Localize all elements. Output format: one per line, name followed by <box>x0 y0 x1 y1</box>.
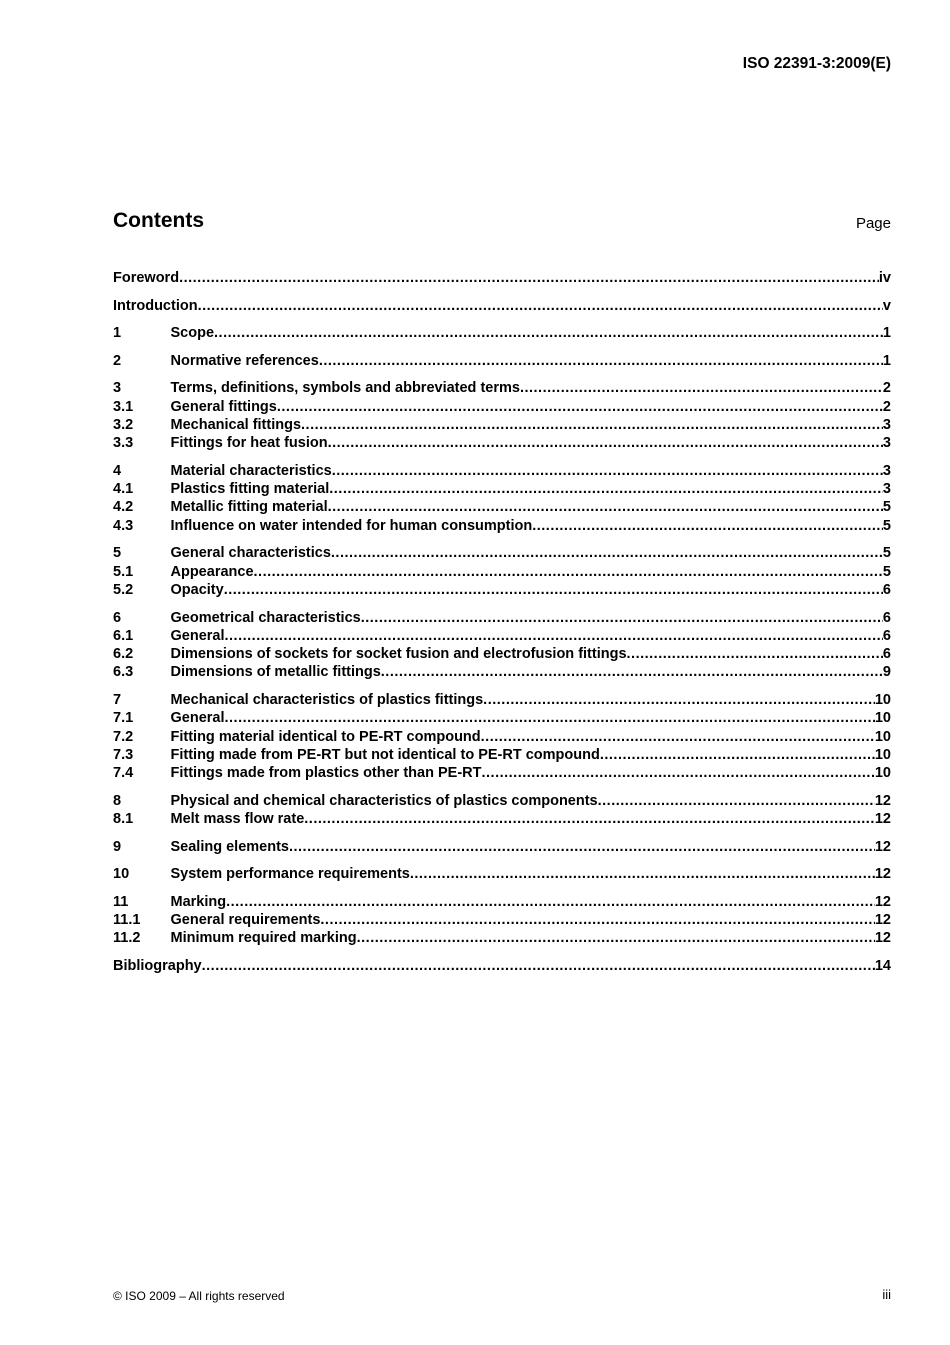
toc-entry-number: 4 <box>113 462 122 479</box>
toc-entry-title: Normative references <box>170 352 319 369</box>
toc-entry-page: 1 <box>882 325 891 342</box>
toc-entry[interactable] <box>113 929 891 947</box>
toc-group <box>113 838 891 856</box>
toc-entry-title: Fittings for heat fusion <box>170 435 328 452</box>
toc-dot-leader <box>214 324 883 342</box>
toc-entry-page: 10 <box>874 746 891 763</box>
toc-entry-title: Geometrical characteristics <box>170 609 361 626</box>
toc-dot-leader <box>381 663 883 681</box>
toc-entry-page: 10 <box>874 765 891 782</box>
toc-entry-number: 6.1 <box>113 627 134 644</box>
toc-entry[interactable] <box>113 324 891 342</box>
toc-group <box>113 379 891 452</box>
toc-entry-page: iv <box>878 270 891 286</box>
toc-entry-number: 3.1 <box>113 398 134 415</box>
toc-entry-title: General fittings <box>170 398 277 415</box>
toc-entry-number: 10 <box>113 866 130 883</box>
toc-dot-leader <box>328 498 883 516</box>
toc-entry-number: 11 <box>113 893 129 910</box>
toc-entry-page: 5 <box>882 563 891 580</box>
toc-entry[interactable] <box>113 792 891 810</box>
toc-entry-number: 3 <box>113 380 122 397</box>
toc-entry[interactable] <box>113 627 891 645</box>
toc-dot-leader <box>202 957 875 975</box>
toc-entry-page: 12 <box>874 912 891 929</box>
toc-entry-page: 3 <box>882 435 891 452</box>
toc-group <box>113 893 891 948</box>
toc-dot-leader <box>328 434 883 452</box>
toc-entry-number: 7.4 <box>113 765 134 782</box>
toc-entry-title: General <box>170 627 225 644</box>
toc-group <box>113 609 891 682</box>
toc-entry[interactable] <box>113 810 891 828</box>
toc-entry-page: 10 <box>874 728 891 745</box>
toc-dot-leader <box>320 911 874 929</box>
toc-entry-title: Fitting made from PE-RT but not identical to PE-RT compound <box>170 746 600 763</box>
toc-dot-leader <box>483 691 875 709</box>
toc-entry[interactable] <box>113 709 891 727</box>
toc-group <box>113 462 891 535</box>
toc-entry-number: 7.3 <box>113 746 134 763</box>
toc-entry-page: 12 <box>874 893 891 910</box>
toc-entry[interactable] <box>113 462 891 480</box>
toc-entry[interactable] <box>113 911 891 929</box>
toc-dot-leader <box>331 544 883 562</box>
toc-entry-title: Appearance <box>170 563 254 580</box>
toc-entry-number: 2 <box>113 352 122 369</box>
toc-entry-title: System performance requirements <box>170 866 410 883</box>
toc-entry-page: 12 <box>874 930 891 947</box>
toc-dot-leader <box>226 893 875 911</box>
document-id: ISO 22391-3:2009(E) <box>742 55 891 72</box>
toc-entry-number: 7.2 <box>113 728 134 745</box>
toc-entry[interactable] <box>113 416 891 434</box>
toc-dot-leader <box>179 269 879 287</box>
toc-group <box>113 324 891 342</box>
toc-entry[interactable] <box>113 746 891 764</box>
toc-dot-leader <box>332 462 883 480</box>
table-of-contents <box>113 269 891 985</box>
toc-dot-leader <box>627 645 883 663</box>
toc-dot-leader <box>301 416 883 434</box>
toc-entry-title: Mechanical characteristics of plastics fittings <box>170 692 484 709</box>
toc-entry[interactable] <box>113 609 891 627</box>
footer-copyright: © ISO 2009 – All rights reserved <box>113 1289 285 1303</box>
toc-entry-number: 8.1 <box>113 811 134 828</box>
toc-entry-title: Metallic fitting material <box>170 499 328 516</box>
toc-entry-page: 10 <box>874 710 891 727</box>
toc-entry-page: 12 <box>874 838 891 855</box>
toc-entry[interactable] <box>113 865 891 883</box>
toc-entry[interactable] <box>113 764 891 782</box>
toc-entry-title: Opacity <box>170 581 224 598</box>
toc-entry-page: 5 <box>882 545 891 562</box>
toc-entry[interactable] <box>113 563 891 581</box>
toc-entry-number: 11.2 <box>113 930 141 947</box>
toc-dot-leader <box>304 810 875 828</box>
toc-group <box>113 691 891 782</box>
toc-group <box>113 352 891 370</box>
toc-entry-page: 5 <box>882 499 891 516</box>
toc-entry-number: 6.3 <box>113 664 134 681</box>
toc-entry-number: 4.3 <box>113 517 134 534</box>
toc-entry-title: Melt mass flow rate <box>170 811 305 828</box>
footer-page-number: iii <box>882 1287 891 1302</box>
toc-entry[interactable] <box>113 893 891 911</box>
toc-entry[interactable] <box>113 434 891 452</box>
toc-group <box>113 865 891 883</box>
toc-entry-page: 6 <box>882 581 891 598</box>
toc-entry-page: 3 <box>882 416 891 433</box>
toc-entry-page: 14 <box>874 958 891 975</box>
toc-entry-page: 2 <box>882 398 891 415</box>
page-column-label: Page <box>855 215 891 232</box>
toc-dot-leader <box>600 746 875 764</box>
toc-dot-leader <box>225 627 883 645</box>
toc-entry-title: Physical and chemical characteristics of plastics components <box>170 792 598 809</box>
toc-group <box>113 297 891 315</box>
toc-entry-page: 9 <box>882 664 891 681</box>
toc-entry-title: Terms, definitions, symbols and abbreviated terms <box>170 380 520 397</box>
toc-entry-number: 5.2 <box>113 581 134 598</box>
toc-entry-number: 6.2 <box>113 646 134 663</box>
toc-entry-number: 4.1 <box>113 481 134 498</box>
toc-entry-title: Fitting material identical to PE-RT compound <box>170 728 481 745</box>
toc-entry-page: 3 <box>882 481 891 498</box>
toc-entry-number: 8 <box>113 792 122 809</box>
toc-entry-page: 6 <box>882 646 891 663</box>
toc-entry-title: Material characteristics <box>170 462 332 479</box>
toc-entry-title: Scope <box>170 325 215 342</box>
toc-entry-title: General characteristics <box>170 545 331 562</box>
toc-entry-title: Dimensions of metallic fittings <box>170 664 381 681</box>
toc-entry-title: Sealing elements <box>170 838 289 855</box>
toc-entry-title: Marking <box>170 893 227 910</box>
toc-entry[interactable] <box>113 297 891 315</box>
toc-entry[interactable] <box>113 957 891 975</box>
toc-dot-leader <box>329 480 883 498</box>
toc-entry-page: 6 <box>882 609 891 626</box>
toc-entry-number: 11.1 <box>113 912 141 929</box>
toc-dot-leader <box>254 563 883 581</box>
toc-dot-leader <box>357 929 875 947</box>
toc-entry-page: 12 <box>874 866 891 883</box>
toc-entry-page: 12 <box>874 811 891 828</box>
toc-entry-title: Minimum required marking <box>170 930 357 947</box>
toc-entry[interactable] <box>113 269 891 287</box>
toc-dot-leader <box>224 581 883 599</box>
toc-entry[interactable] <box>113 398 891 416</box>
toc-entry[interactable] <box>113 581 891 599</box>
toc-entry-number: 9 <box>113 838 122 855</box>
toc-dot-leader <box>225 709 875 727</box>
toc-entry-title: Bibliography <box>113 958 202 975</box>
toc-dot-leader <box>520 379 883 397</box>
toc-entry-page: 2 <box>882 380 891 397</box>
toc-entry[interactable] <box>113 544 891 562</box>
toc-dot-leader <box>532 517 883 535</box>
toc-entry-page: 1 <box>882 352 891 369</box>
toc-entry-number: 5.1 <box>113 563 134 580</box>
toc-entry-title: Mechanical fittings <box>170 416 302 433</box>
toc-entry-title: Plastics fitting material <box>170 481 330 498</box>
toc-entry-number: 5 <box>113 545 122 562</box>
toc-entry-page: v <box>882 297 891 314</box>
toc-entry-title: General requirements <box>170 912 321 929</box>
toc-entry-page: 6 <box>882 627 891 644</box>
toc-entry[interactable] <box>113 838 891 856</box>
toc-entry-page: 5 <box>882 517 891 534</box>
toc-entry-title: General <box>170 710 225 727</box>
toc-entry[interactable] <box>113 379 891 397</box>
toc-dot-leader <box>481 764 874 782</box>
toc-dot-leader <box>198 297 883 315</box>
toc-entry-number: 4.2 <box>113 499 134 516</box>
toc-entry[interactable] <box>113 645 891 663</box>
toc-entry[interactable] <box>113 517 891 535</box>
toc-group <box>113 957 891 975</box>
toc-entry[interactable] <box>113 480 891 498</box>
toc-dot-leader <box>361 609 883 627</box>
toc-entry[interactable] <box>113 352 891 370</box>
toc-group <box>113 792 891 829</box>
toc-entry-title: Fittings made from plastics other than PE-RT <box>170 765 482 782</box>
toc-entry-number: 7 <box>113 692 122 709</box>
toc-entry-number: 6 <box>113 609 122 626</box>
toc-dot-leader <box>481 728 875 746</box>
toc-entry[interactable] <box>113 663 891 681</box>
toc-entry-page: 12 <box>874 792 891 809</box>
toc-entry-number: 3.2 <box>113 416 134 433</box>
toc-dot-leader <box>410 865 875 883</box>
toc-entry-number: 1 <box>113 325 122 342</box>
toc-entry-title: Dimensions of sockets for socket fusion and electrofusion fittings <box>170 646 627 663</box>
toc-entry-title: Foreword <box>113 270 180 286</box>
toc-entry[interactable] <box>113 498 891 516</box>
toc-group <box>113 544 891 599</box>
toc-entry-title: Introduction <box>113 297 198 314</box>
contents-heading: Contents <box>113 209 204 232</box>
toc-entry-number: 7.1 <box>113 710 134 727</box>
toc-entry-number: 3.3 <box>113 435 134 452</box>
toc-dot-leader <box>277 398 883 416</box>
toc-dot-leader <box>319 352 883 370</box>
toc-dot-leader <box>289 838 875 856</box>
toc-entry[interactable] <box>113 691 891 709</box>
toc-entry[interactable] <box>113 728 891 746</box>
toc-entry-page: 10 <box>874 692 891 709</box>
toc-entry-page: 3 <box>882 462 891 479</box>
toc-group <box>113 269 891 287</box>
toc-entry-title: Influence on water intended for human consumption <box>170 517 533 534</box>
toc-dot-leader <box>598 792 875 810</box>
